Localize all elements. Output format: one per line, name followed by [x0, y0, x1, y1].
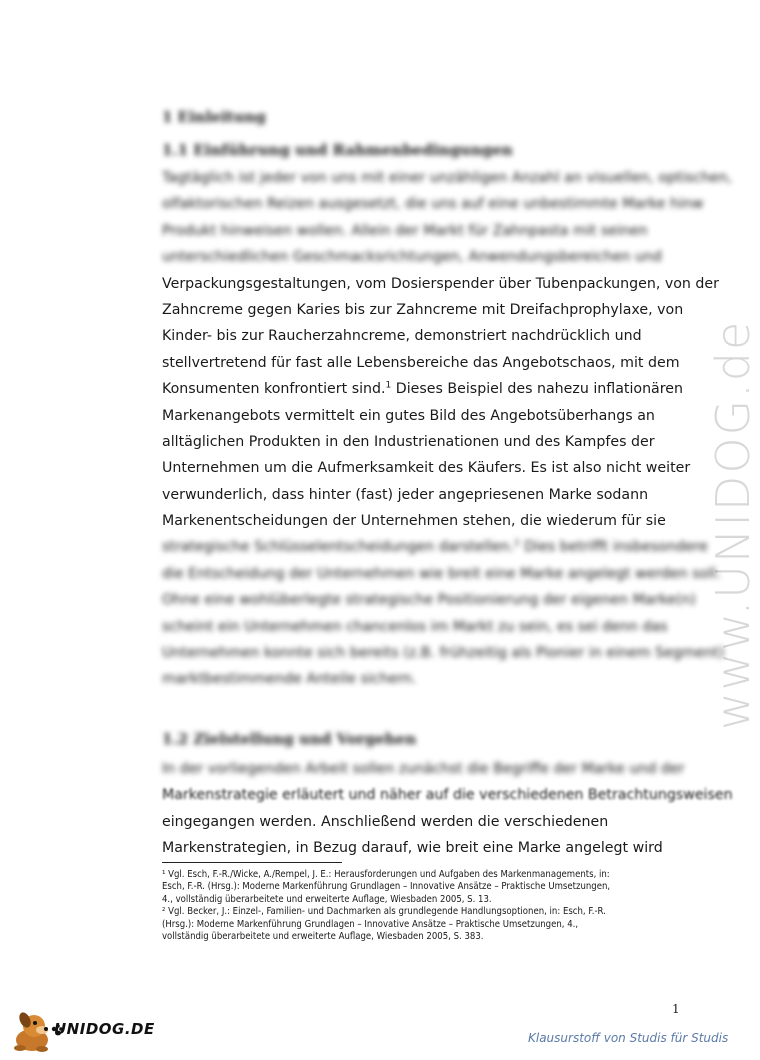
footnote-ref-1: 1	[385, 380, 392, 391]
text-line: stellvertretend für fast alle Lebensbereiche das Angebotschaos, mit dem	[162, 354, 680, 371]
text-line: Unternehmen konnte sich bereits (z.B. frühzeitig als Pionier in einem Segment)	[162, 645, 725, 662]
heading-1-1: 1.1 Einführung und Rahmenbedingungen	[162, 141, 513, 159]
tagline: Klausurstoff von Studis für Studis	[528, 1031, 729, 1045]
text-line: die Entscheidung der Unternehmen wie breit eine Marke angelegt werden soll.	[162, 565, 721, 582]
paragraph-2	[162, 756, 733, 862]
text-line: Verpackungsgestaltungen, vom Dosierspender über Tubenpackungen, von der	[162, 275, 719, 292]
text-line: Produkt hinweisen wollen. Allein der Markt für Zahnpasta mit seinen	[162, 222, 648, 239]
heading-1-2: 1.2 Zielstellung und Vorgehen	[162, 730, 417, 748]
text-line: scheint ein Unternehmen chancenlos im Markt zu sein, es sei denn das	[162, 618, 668, 635]
text-line: Markenstrategien, in Bezug darauf, wie breit eine Marke angelegt wird	[162, 840, 663, 857]
text-segment: Dies betrifft insbesondere	[519, 539, 708, 556]
text-line: Unternehmen um die Aufmerksamkeit des Käufers. Es ist also nicht weiter	[162, 460, 691, 477]
text-line: alltäglichen Produkten in den Industrienationen und des Kampfes der	[162, 433, 655, 450]
text-line: marktbestimmende Anteile sichern.	[162, 671, 417, 688]
text-line: eingegangen werden. Anschließend werden die verschiedenen	[162, 813, 609, 830]
text-line: Tagtäglich ist jeder von uns mit einer unzähligen Anzahl an visuellen, optischen,	[162, 170, 733, 186]
page-number: 1	[672, 1002, 680, 1016]
watermark: www.UNIDOG.de	[706, 319, 760, 730]
text-segment: Dieses Beispiel des nahezu inflationären	[391, 381, 683, 398]
footnote-line: Esch, F.-R. (Hrsg.): Moderne Markenführung Grundlagen – Innovative Ansätze – Praktische Umsetzungen,	[162, 881, 611, 893]
text-segment: strategische Schlüsselentscheidungen darstellen.	[162, 539, 515, 556]
footnote-ref-2: 2	[514, 538, 520, 549]
footnote-line: ¹ Vgl. Esch, F.-R./Wicke, A./Rempel, J. E.: Herausforderungen und Aufgaben des Markenmanagements, in:	[162, 869, 610, 880]
text-line: Kinder- bis zur Raucherzahncreme, demonstriert nachdrücklich und	[162, 328, 642, 345]
text-line: Markenstrategie erläutert und näher auf die verschiedenen Betrachtungsweisen	[162, 787, 733, 804]
paragraph-1	[162, 165, 733, 693]
text-line: verwunderlich, dass hinter (fast) jeder angepriesenen Marke sodann	[162, 486, 649, 503]
text-line: olfaktorischen Reizen ausgesetzt, die uns auf eine unbestimmte Marke hinw	[162, 196, 704, 213]
text-line	[162, 376, 682, 402]
text-segment: Konsumenten konfrontiert sind.	[162, 381, 386, 398]
footnote-line: (Hrsg.): Moderne Markenführung Grundlagen – Innovative Ansätze – Praktische Umsetzungen, 4.,	[162, 918, 579, 930]
heading-1: 1 Einleitung	[162, 108, 266, 126]
footnote-separator	[162, 862, 342, 863]
footnote-line: ² Vgl. Becker, J.: Einzel-, Familien- und Dachmarken als grundlegende Handlungsoptionen, in: Esch, F.-R.	[162, 906, 606, 918]
footnote-line: 4., vollständig überarbeitete und erweiterte Auflage, Wiesbaden 2005, S. 13.	[162, 893, 492, 905]
text-line: Markenentscheidungen der Unternehmen stehen, die wiederum für sie	[162, 513, 666, 530]
footnotes	[162, 869, 672, 943]
text-line: In der vorliegenden Arbeit sollen zunächst die Begriffe der Marke und der	[162, 761, 685, 777]
logo-text: UNIDOG.DE	[54, 1020, 155, 1038]
text-line: unterschiedlichen Geschmacksrichtungen, Anwendungsbereichen und	[162, 249, 662, 266]
text-line: Ohne eine wohlüberlegte strategische Positionierung der eigenen Marke(n)	[162, 592, 696, 609]
footnote-line: vollständig überarbeitete und erweiterte Auflage, Wiesbaden 2005, S. 383.	[162, 931, 484, 943]
text-line	[162, 534, 708, 560]
text-line: Zahncreme gegen Karies bis zur Zahncreme mit Dreifachprophylaxe, von	[162, 301, 684, 318]
text-line: Markenangebots vermittelt ein gutes Bild des Angebotsüberhangs an	[162, 407, 655, 424]
